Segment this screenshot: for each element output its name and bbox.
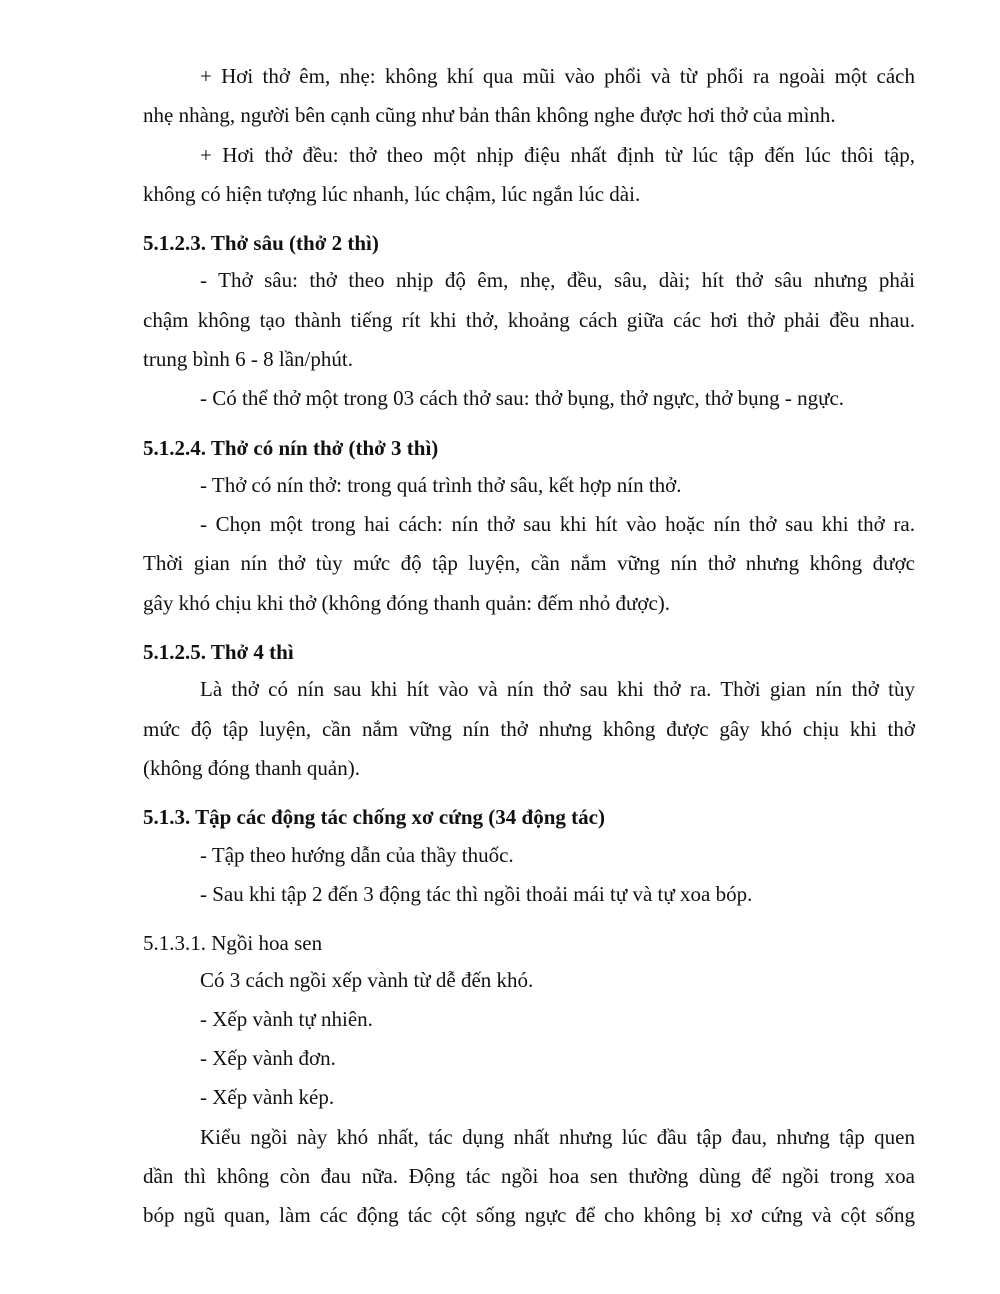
list-item: - Xếp vành đơn. (200, 1046, 336, 1070)
paragraph-line: Kiểu ngồi này khó nhất, tác dụng nhất nhưng lúc đầu tập đau, nhưng tập quen (200, 1125, 915, 1149)
paragraph-line: (không đóng thanh quản). (143, 756, 360, 780)
paragraph-line: bóp ngũ quan, làm các động tác cột sống ngực để cho không bị xơ cứng và cột sống (143, 1203, 915, 1227)
list-item: - Xếp vành tự nhiên. (200, 1007, 373, 1031)
subsection-heading: 5.1.3.1. Ngồi hoa sen (143, 931, 323, 955)
paragraph-line: + Hơi thở êm, nhẹ: không khí qua mũi vào phổi và từ phổi ra ngoài một cách (200, 64, 915, 88)
list-item: - Xếp vành kép. (200, 1085, 335, 1109)
paragraph-line: + Hơi thở đều: thở theo một nhịp điệu nhất định từ lúc tập đến lúc thôi tập, (200, 143, 915, 167)
paragraph-line: không có hiện tượng lúc nhanh, lúc chậm, lúc ngắn lúc dài. (143, 182, 641, 206)
paragraph-line: dần thì không còn đau nữa. Động tác ngồi hoa sen thường dùng để ngồi trong xoa (143, 1164, 915, 1188)
paragraph-line: - Có thể thở một trong 03 cách thở sau: thở bụng, thở ngực, thở bụng - ngực. (200, 386, 845, 410)
paragraph-line: - Thở có nín thở: trong quá trình thở sâu, kết hợp nín thở. (200, 473, 682, 497)
section-heading: 5.1.2.3. Thở sâu (thở 2 thì) (143, 231, 379, 255)
paragraph-line: - Sau khi tập 2 đến 3 động tác thì ngồi thoải mái tự và tự xoa bóp. (200, 882, 753, 906)
section-heading: 5.1.2.4. Thở có nín thở (thở 3 thì) (143, 436, 439, 460)
paragraph-line: chậm không tạo thành tiếng rít khi thở, khoảng cách giữa các hơi thở phải đều nhau. (143, 308, 915, 332)
paragraph-line: - Thở sâu: thở theo nhịp độ êm, nhẹ, đều, sâu, dài; hít thở sâu nhưng phải (200, 268, 915, 292)
section-heading: 5.1.3. Tập các động tác chống xơ cứng (34 động tác) (143, 805, 605, 829)
paragraph-line: trung bình 6 - 8 lần/phút. (143, 347, 353, 371)
paragraph-line: Là thở có nín sau khi hít vào và nín thở sau khi thở ra. Thời gian nín thở tùy (200, 677, 915, 701)
paragraph-line: Thời gian nín thở tùy mức độ tập luyện, cần nắm vững nín thở nhưng không được (143, 551, 915, 575)
section-heading: 5.1.2.5. Thở 4 thì (143, 640, 294, 664)
paragraph-line: - Tập theo hướng dẫn của thầy thuốc. (200, 843, 514, 867)
paragraph-line: gây khó chịu khi thở (không đóng thanh quản: đếm nhỏ được). (143, 591, 671, 615)
paragraph-line: Có 3 cách ngồi xếp vành từ dễ đến khó. (200, 968, 534, 992)
paragraph-line: nhẹ nhàng, người bên cạnh cũng như bản thân không nghe được hơi thở của mình. (143, 103, 836, 127)
paragraph-line: mức độ tập luyện, cần nắm vững nín thở nhưng không được gây khó chịu khi thở (143, 717, 915, 741)
paragraph-line: - Chọn một trong hai cách: nín thở sau khi hít vào hoặc nín thở sau khi thở ra. (200, 512, 915, 536)
